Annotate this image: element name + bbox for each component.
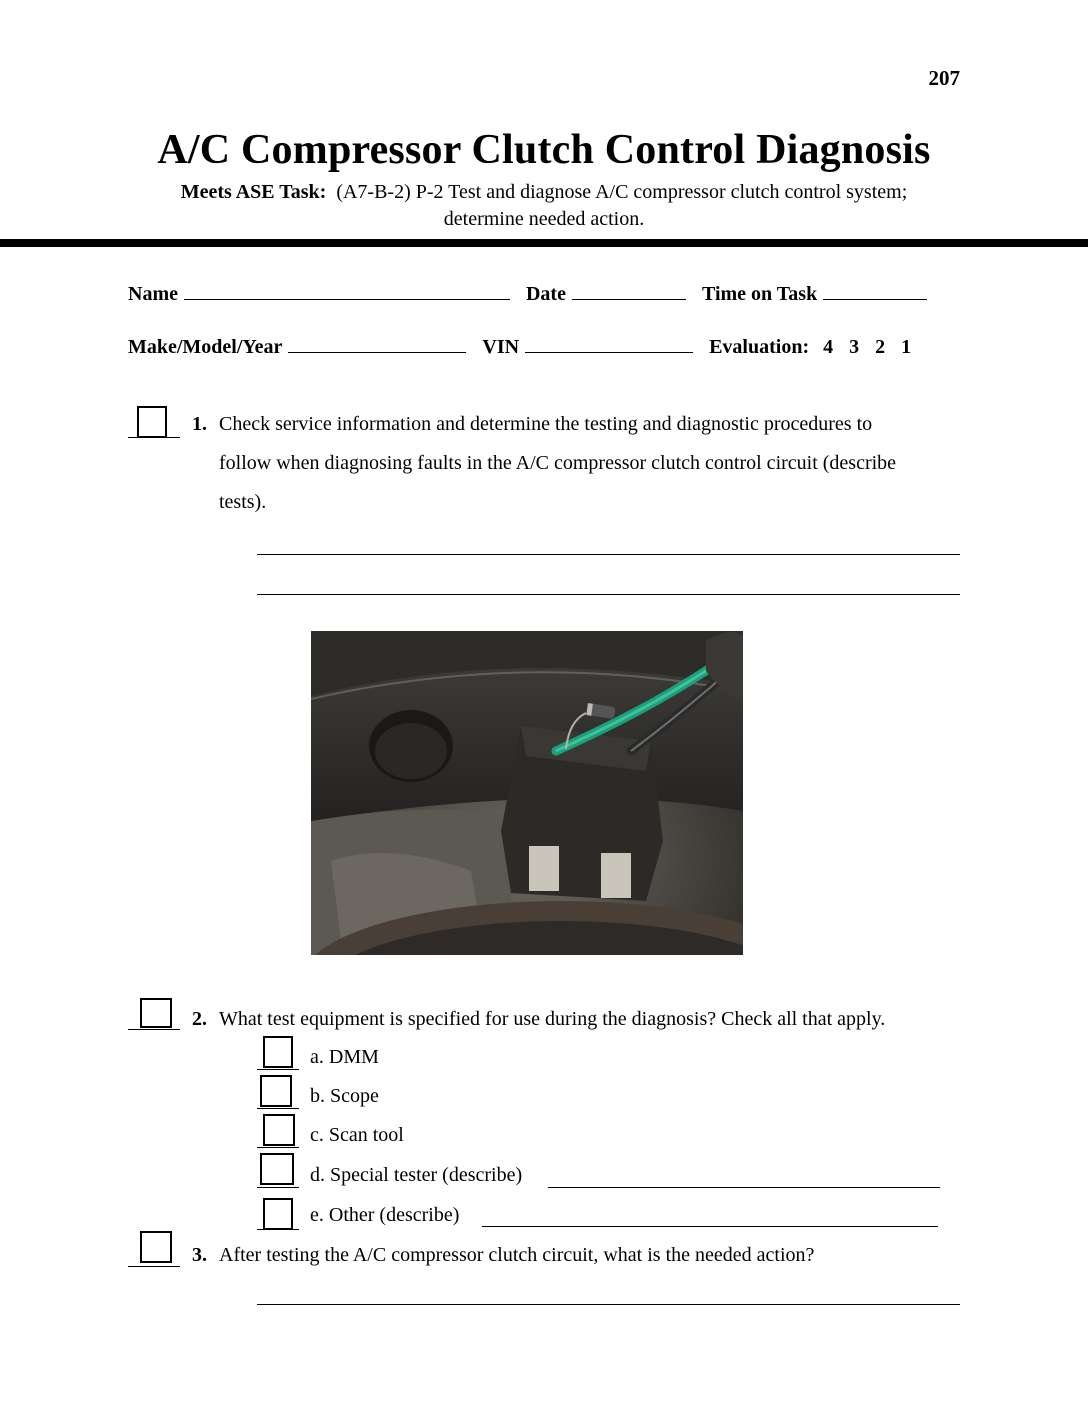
option-d-describe-line[interactable] [548,1187,940,1188]
date-field[interactable] [572,281,686,300]
question-1-checkbox[interactable] [128,406,180,438]
vin-field[interactable] [525,334,693,353]
question-2-text: What test equipment is specified for use during the diagnosis? Check all that apply. [219,1008,886,1030]
option-c-checkbox[interactable] [257,1114,299,1148]
checkbox-square [263,1114,295,1146]
option-c-label: c. Scan tool [310,1124,404,1146]
evaluation-label: Evaluation: [709,336,810,358]
question-3-number: 3. [192,1244,207,1266]
page-title: A/C Compressor Clutch Control Diagnosis [157,127,931,173]
question-1-number: 1. [192,413,207,435]
option-b-label: b. Scope [310,1085,379,1107]
checkbox-underline [128,1266,180,1267]
info-row-2 [128,334,911,359]
checkbox-square [260,1075,292,1107]
question-2-checkbox[interactable] [128,998,180,1030]
name-field[interactable] [184,281,510,300]
checkbox-underline [257,1187,299,1188]
question-1-line-1: Check service information and determine the testing and diagnostic procedures to [219,413,873,435]
question-3-answer-line[interactable] [257,1304,960,1305]
checkbox-underline [257,1108,299,1109]
checkbox-square [260,1153,294,1185]
question-2 [192,1000,207,1039]
task-text-line2: determine needed action. [443,208,645,230]
info-row-1 [128,281,927,306]
question-1-line-2: follow when diagnosing faults in the A/C compressor clutch control circuit (describe [219,452,897,474]
time-on-task-field[interactable] [823,281,927,300]
question-3 [192,1236,207,1275]
option-e-describe-line[interactable] [482,1226,938,1227]
question-1-answer-line-2[interactable] [257,594,960,595]
date-label: Date [525,283,566,305]
compressor-clutch-connector-photo [311,631,743,955]
option-a-checkbox[interactable] [257,1036,299,1070]
option-e-checkbox[interactable] [257,1196,299,1230]
checkbox-underline [257,1147,299,1148]
make-model-year-field[interactable] [288,334,466,353]
task-label: Meets ASE Task: [180,181,327,203]
checkbox-square [140,998,172,1028]
evaluation-option-2[interactable]: 2 [875,336,886,358]
question-3-checkbox[interactable] [128,1231,180,1267]
make-model-year-label: Make/Model/Year [128,336,283,358]
evaluation-option-1[interactable]: 1 [901,336,912,358]
evaluation-option-3[interactable]: 3 [849,336,860,358]
question-1-text [219,405,979,522]
question-1 [192,405,207,444]
question-3-text: After testing the A/C compressor clutch circuit, what is the needed action? [219,1244,815,1266]
checkbox-underline [128,1029,180,1030]
option-e-label: e. Other (describe) [310,1204,460,1226]
vin-label: VIN [482,336,520,358]
question-1-answer-line-1[interactable] [257,554,960,555]
checkbox-square [263,1198,293,1230]
option-d-checkbox[interactable] [257,1153,299,1188]
time-on-task-label: Time on Task [701,283,818,305]
question-1-line-3: tests). [219,491,267,513]
page-number: 207 [928,66,960,90]
question-2-number: 2. [192,1008,207,1030]
checkbox-square [140,1231,172,1263]
ase-task-description [0,179,1088,233]
task-text-line1: (A7-B-2) P-2 Test and diagnose A/C compressor clutch control system; [336,181,908,203]
option-b-checkbox[interactable] [257,1075,299,1109]
option-d-label: d. Special tester (describe) [310,1164,523,1186]
checkbox-underline [257,1069,299,1070]
option-a-label: a. DMM [310,1046,379,1068]
evaluation-option-4[interactable]: 4 [823,336,834,358]
checkbox-square [137,406,167,438]
checkbox-square [263,1036,293,1068]
header-divider [0,239,1088,247]
name-label: Name [128,283,178,305]
